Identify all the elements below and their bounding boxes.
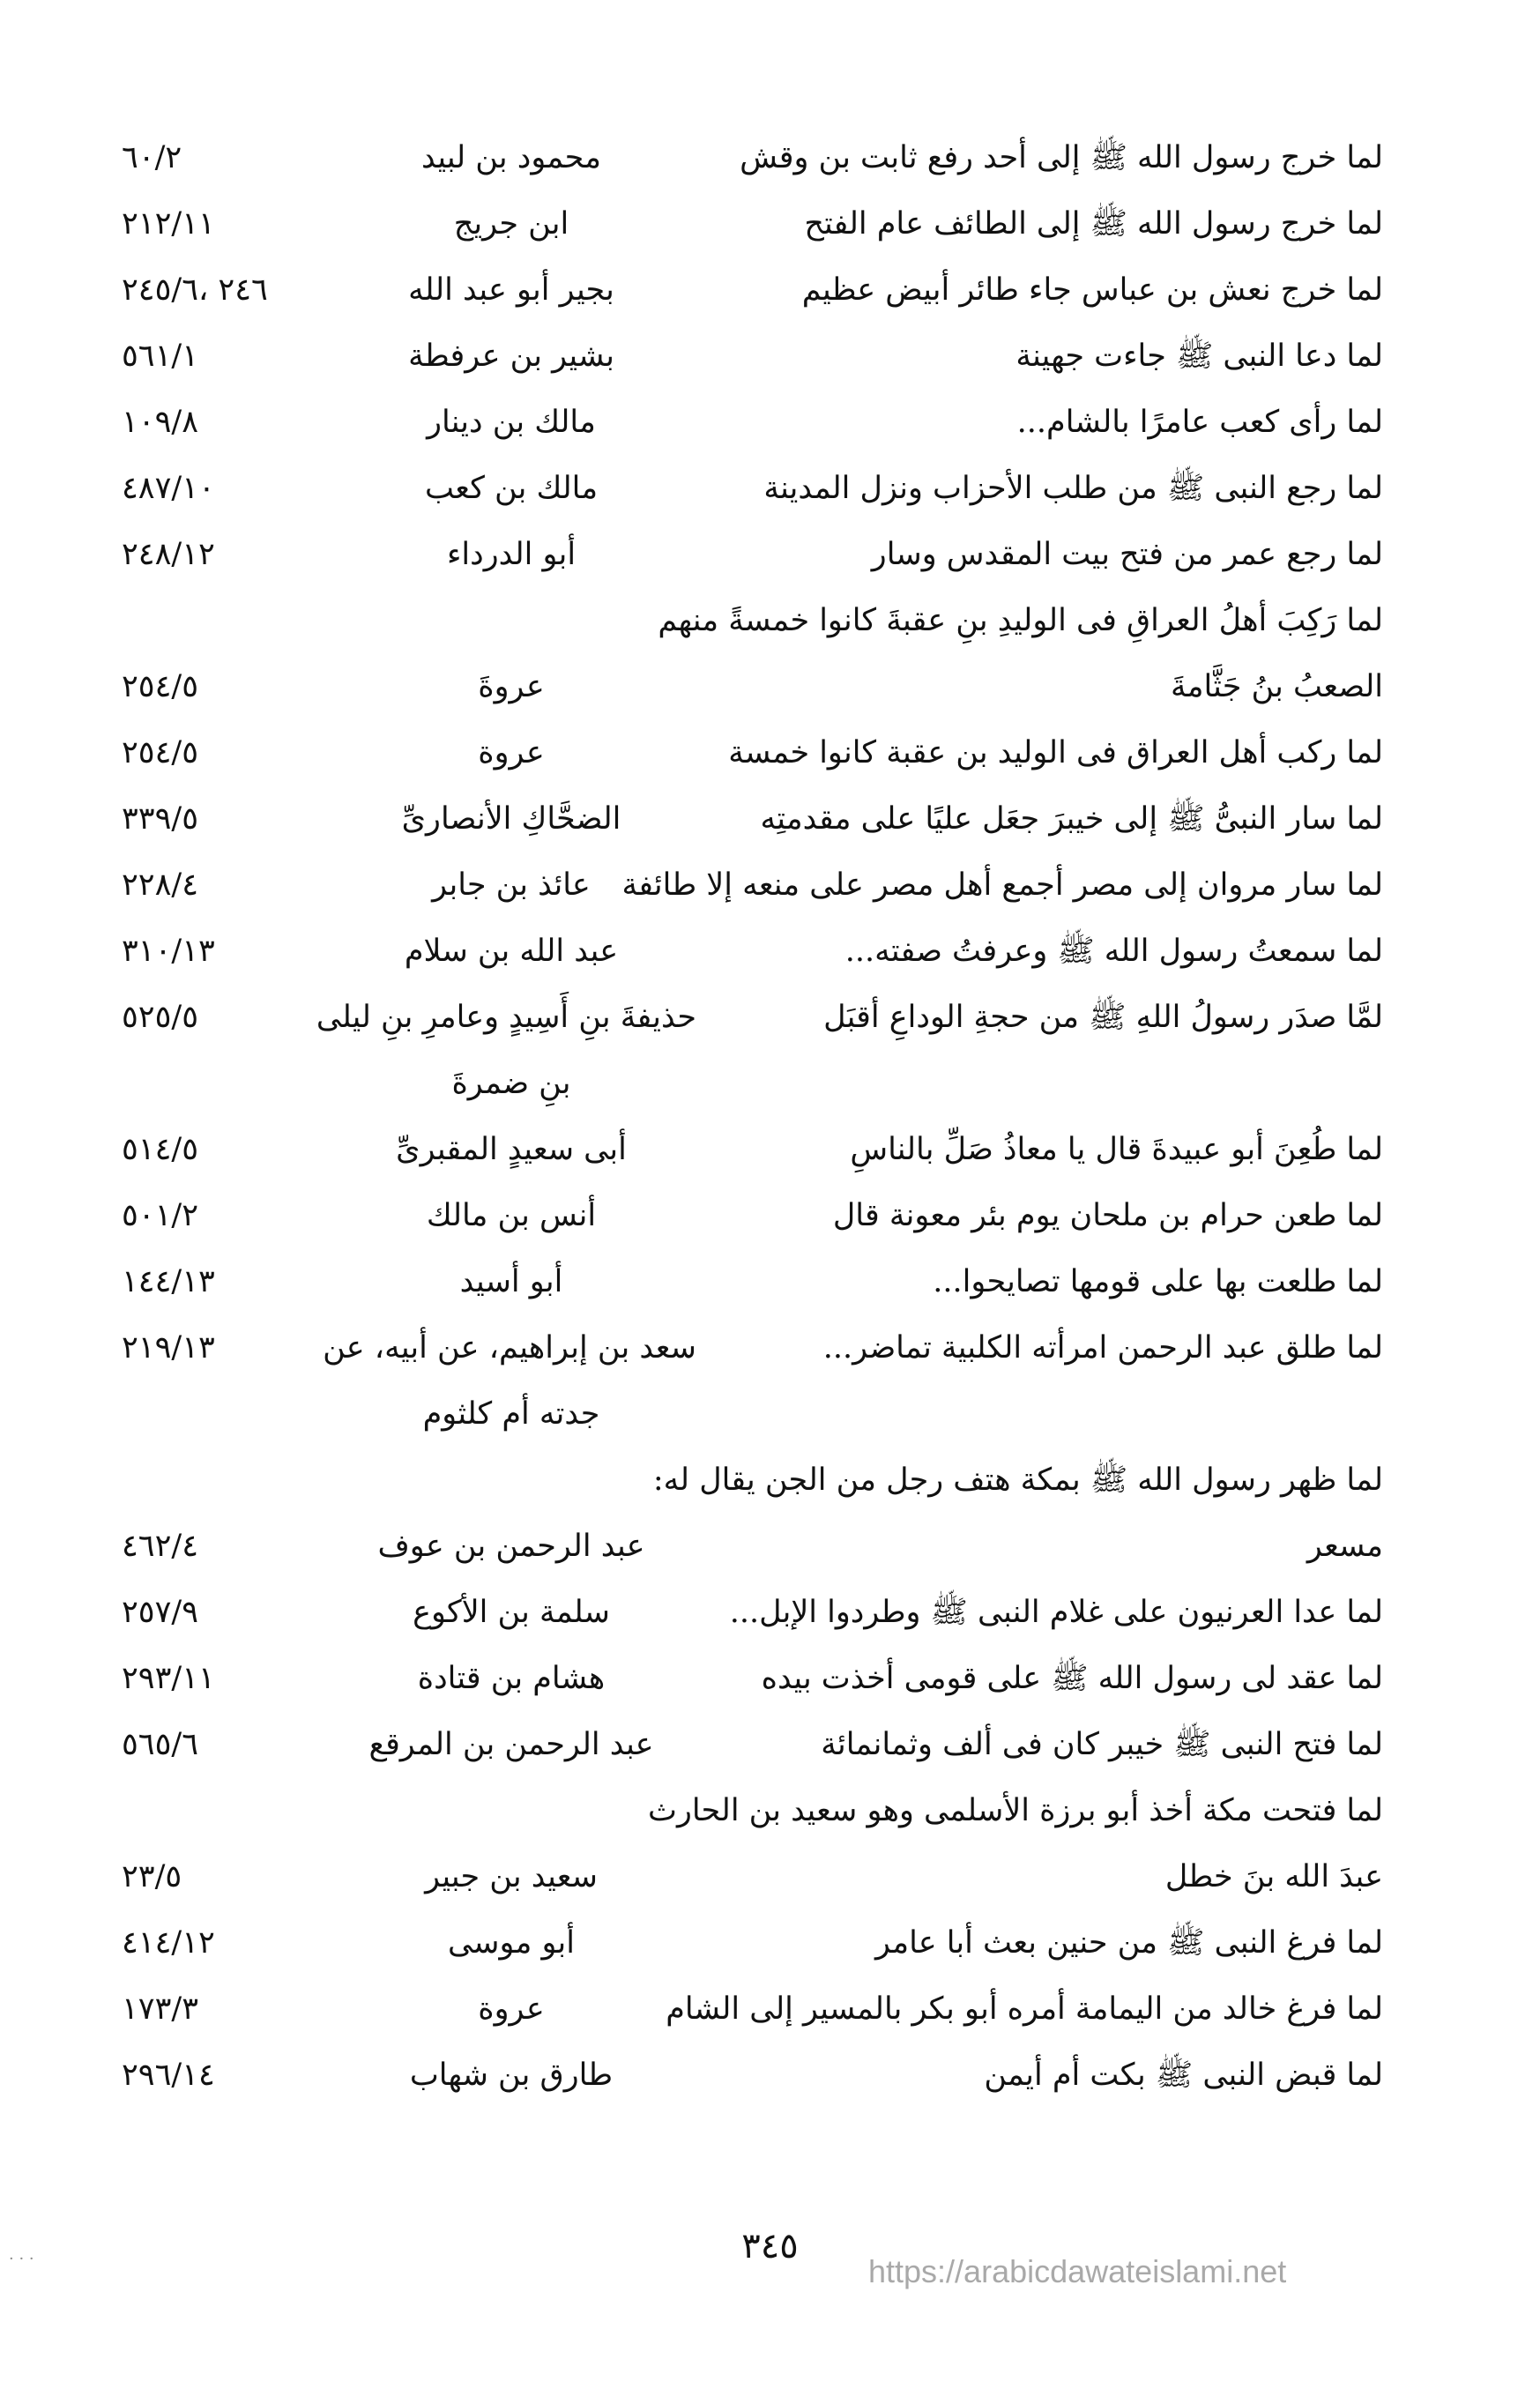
volume-page-reference: ٢١٢/١١ <box>122 206 215 242</box>
index-row <box>0 1183 1540 1249</box>
index-row <box>0 1580 1540 1646</box>
hadith-opening-text: لما قبض النبى ﷺ بكت أم أيمن <box>984 2058 1383 2093</box>
hadith-opening-text: لما دعا النبى ﷺ جاءت جهينة <box>1016 339 1383 374</box>
index-row <box>0 852 1540 919</box>
hadith-opening-text: لما فرغ خالد من اليمامة أمره أبو بكر بالمسير إلى الشام <box>666 1991 1383 2027</box>
narrator-name: محمود بن لبيد <box>420 140 602 175</box>
volume-page-reference: ٢٤٦ ،٢٤٥/٦ <box>122 272 268 308</box>
narrator-name: سعيد بن جبير <box>425 1859 598 1894</box>
index-row <box>0 588 1540 654</box>
hadith-opening-text: لما سار مروان إلى مصر أجمع أهل مصر على منعه إلا طائفة <box>621 867 1383 903</box>
volume-page-reference: ٥٦٥/٦ <box>122 1727 198 1762</box>
hadith-opening-text: لما فتح النبى ﷺ خيبر كان فى ألف وثمانمائة <box>821 1727 1383 1762</box>
hadith-opening-text: لما ركب أهل العراق فى الوليد بن عقبة كانوا خمسة <box>728 735 1383 770</box>
index-row <box>0 1249 1540 1315</box>
index-row <box>0 1051 1540 1117</box>
volume-page-reference: ٢٩٦/١٤ <box>122 2058 215 2093</box>
index-row <box>0 456 1540 522</box>
volume-page-reference: ٣١٠/١٣ <box>122 934 215 969</box>
narrator-name: عبد الرحمن بن المرقع <box>368 1727 654 1762</box>
hadith-opening-text: لما رَكِبَ أهلُ العراقِ فى الوليدِ بنِ عقبةَ كانوا خمسةً منهم <box>658 603 1383 638</box>
narrator-name: أنس بن مالك <box>426 1198 597 1233</box>
hadith-opening-text: لما رجع النبى ﷺ من طلب الأحزاب ونزل المدينة <box>763 471 1383 506</box>
index-row <box>0 786 1540 852</box>
volume-page-reference: ٥٦١/١ <box>122 339 198 374</box>
volume-page-reference: ٥٢٥/٥ <box>122 1000 198 1035</box>
narrator-name: أبو أسيد <box>459 1264 563 1299</box>
volume-page-reference: ٢٥٧/٩ <box>122 1595 198 1630</box>
watermark-url: https://arabicdawateislami.net <box>868 2253 1287 2289</box>
hadith-opening-text: لما سار النبىُّ ﷺ إلى خيبرَ جعَل عليًا على مقدمتِه <box>760 801 1383 837</box>
hadith-index-table <box>0 125 1540 2109</box>
index-row <box>0 1910 1540 1976</box>
index-row <box>0 1514 1540 1580</box>
index-row <box>0 1117 1540 1183</box>
hadith-opening-text: لما طُعِنَ أبو عبيدةَ قال يا معاذُ صَلِّ بالناسِ <box>850 1132 1383 1167</box>
narrator-name: أبو الدرداء <box>446 537 577 572</box>
narrator-name: حذيفةَ بنِ أَسِيدٍ وعامرِ بنِ ليلى <box>316 1000 696 1035</box>
index-row <box>0 1315 1540 1381</box>
hadith-opening-text: لمَّا صدَر رسولُ اللهِ ﷺ من حجةِ الوداعِ أقبَل <box>823 1000 1383 1035</box>
index-row <box>0 257 1540 324</box>
index-row <box>0 324 1540 390</box>
volume-page-reference: ١٤٤/١٣ <box>122 1264 215 1299</box>
hadith-opening-text: لما سمعتُ رسول الله ﷺ وعرفتُ صفته... <box>844 934 1383 969</box>
index-row <box>0 2043 1540 2109</box>
narrator-name: عروةَ <box>478 669 545 704</box>
hadith-opening-text: لما فرغ النبى ﷺ من حنين بعث أبا عامر <box>875 1925 1383 1961</box>
index-row <box>0 1778 1540 1844</box>
narrator-name: ابن جريج <box>453 206 569 242</box>
volume-page-reference: ٢١٩/١٣ <box>122 1330 215 1366</box>
index-row <box>0 125 1540 191</box>
index-row <box>0 1448 1540 1514</box>
volume-page-reference: ١٧٣/٣ <box>122 1991 198 2027</box>
hadith-opening-text: لما رأى كعب عامرًا بالشام... <box>1016 405 1383 440</box>
volume-page-reference: ٢٤٨/١٢ <box>122 537 215 572</box>
volume-page-reference: ١٠٩/٨ <box>122 405 198 440</box>
narrator-name: سعد بن إبراهيم، عن أبيه، عن <box>323 1330 696 1366</box>
narrator-name: أبى سعيدٍ المقبرىِّ <box>396 1132 627 1167</box>
narrator-name: طارق بن شهاب <box>409 2058 614 2093</box>
hadith-opening-text: لما فتحت مكة أخذ أبو برزة الأسلمى وهو سعيد بن الحارث <box>648 1793 1383 1828</box>
hadith-opening-text: لما خرج نعش بن عباس جاء طائر أبيض عظيم <box>801 272 1383 308</box>
volume-page-reference: ٢٩٣/١١ <box>122 1661 215 1696</box>
hadith-opening-text: لما ظهر رسول الله ﷺ بمكة هتف رجل من الجن يقال له: <box>652 1462 1383 1498</box>
index-row <box>0 1844 1540 1910</box>
narrator-name: بجير أبو عبد الله <box>408 272 614 308</box>
volume-page-reference: ٢٥٤/٥ <box>122 669 198 704</box>
index-row <box>0 985 1540 1051</box>
scan-mark: · · · <box>9 2250 34 2268</box>
volume-page-reference: ٢٥٤/٥ <box>122 735 198 770</box>
index-row <box>0 654 1540 720</box>
narrator-name: الضحَّاكِ الأنصارىِّ <box>401 801 621 837</box>
volume-page-reference: ٣٣٩/٥ <box>122 801 198 837</box>
page-number: ٣٤٥ <box>741 2226 799 2266</box>
volume-page-reference: ٤٦٢/٤ <box>122 1529 198 1564</box>
index-row <box>0 522 1540 588</box>
index-row <box>0 1976 1540 2043</box>
hadith-opening-text: لما طلعت بها على قومها تصايحوا... <box>933 1264 1383 1299</box>
hadith-opening-text: لما طلق عبد الرحمن امرأته الكلبية تماضر... <box>822 1330 1383 1366</box>
index-row <box>0 1646 1540 1712</box>
narrator-name: عروة <box>478 735 545 770</box>
narrator-name: عروة <box>478 1991 545 2027</box>
narrator-name: جدته أم كلثوم <box>422 1396 600 1432</box>
narrator-name: سلمة بن الأكوع <box>413 1595 610 1630</box>
hadith-opening-text: لما عدا العرنيون على غلام النبى ﷺ وطردوا الإبل... <box>729 1595 1383 1630</box>
index-row <box>0 720 1540 786</box>
hadith-opening-text: لما رجع عمر من فتح بيت المقدس وسار <box>871 537 1383 572</box>
volume-page-reference: ٥١٤/٥ <box>122 1132 198 1167</box>
narrator-name: هشام بن قتادة <box>417 1661 606 1696</box>
volume-page-reference: ٢٣/٥ <box>122 1859 182 1894</box>
hadith-opening-text: لما خرج رسول الله ﷺ إلى الطائف عام الفتح <box>804 206 1383 242</box>
narrator-name: بنِ ضمرةَ <box>451 1066 571 1101</box>
hadith-opening-text: الصعبُ بنُ جَثَّامةَ <box>1170 669 1383 704</box>
hadith-opening-text: عبدَ الله بنَ خطل <box>1164 1859 1383 1894</box>
index-row <box>0 1712 1540 1778</box>
narrator-name: بشير بن عرفطة <box>408 339 614 374</box>
narrator-name: أبو موسى <box>448 1925 575 1961</box>
hadith-opening-text: لما عقد لى رسول الله ﷺ على قومى أخذت بيده <box>761 1661 1383 1696</box>
narrator-name: عبد الرحمن بن عوف <box>377 1529 645 1564</box>
narrator-name: عبد الله بن سلام <box>404 934 619 969</box>
index-row <box>0 390 1540 456</box>
index-row <box>0 191 1540 257</box>
volume-page-reference: ٦٠/٢ <box>122 140 182 175</box>
narrator-name: مالك بن دينار <box>427 405 596 440</box>
narrator-name: عائذ بن جابر <box>432 867 591 903</box>
hadith-opening-text: مسعر <box>1306 1529 1383 1564</box>
volume-page-reference: ٤١٤/١٢ <box>122 1925 215 1961</box>
volume-page-reference: ٤٨٧/١٠ <box>122 471 215 506</box>
volume-page-reference: ٥٠١/٢ <box>122 1198 198 1233</box>
hadith-opening-text: لما طعن حرام بن ملحان يوم بئر معونة قال <box>832 1198 1383 1233</box>
index-row <box>0 1381 1540 1448</box>
index-row <box>0 919 1540 985</box>
volume-page-reference: ٢٢٨/٤ <box>122 867 198 903</box>
narrator-name: مالك بن كعب <box>424 471 599 506</box>
hadith-opening-text: لما خرج رسول الله ﷺ إلى أحد رفع ثابت بن وقش <box>740 140 1383 175</box>
